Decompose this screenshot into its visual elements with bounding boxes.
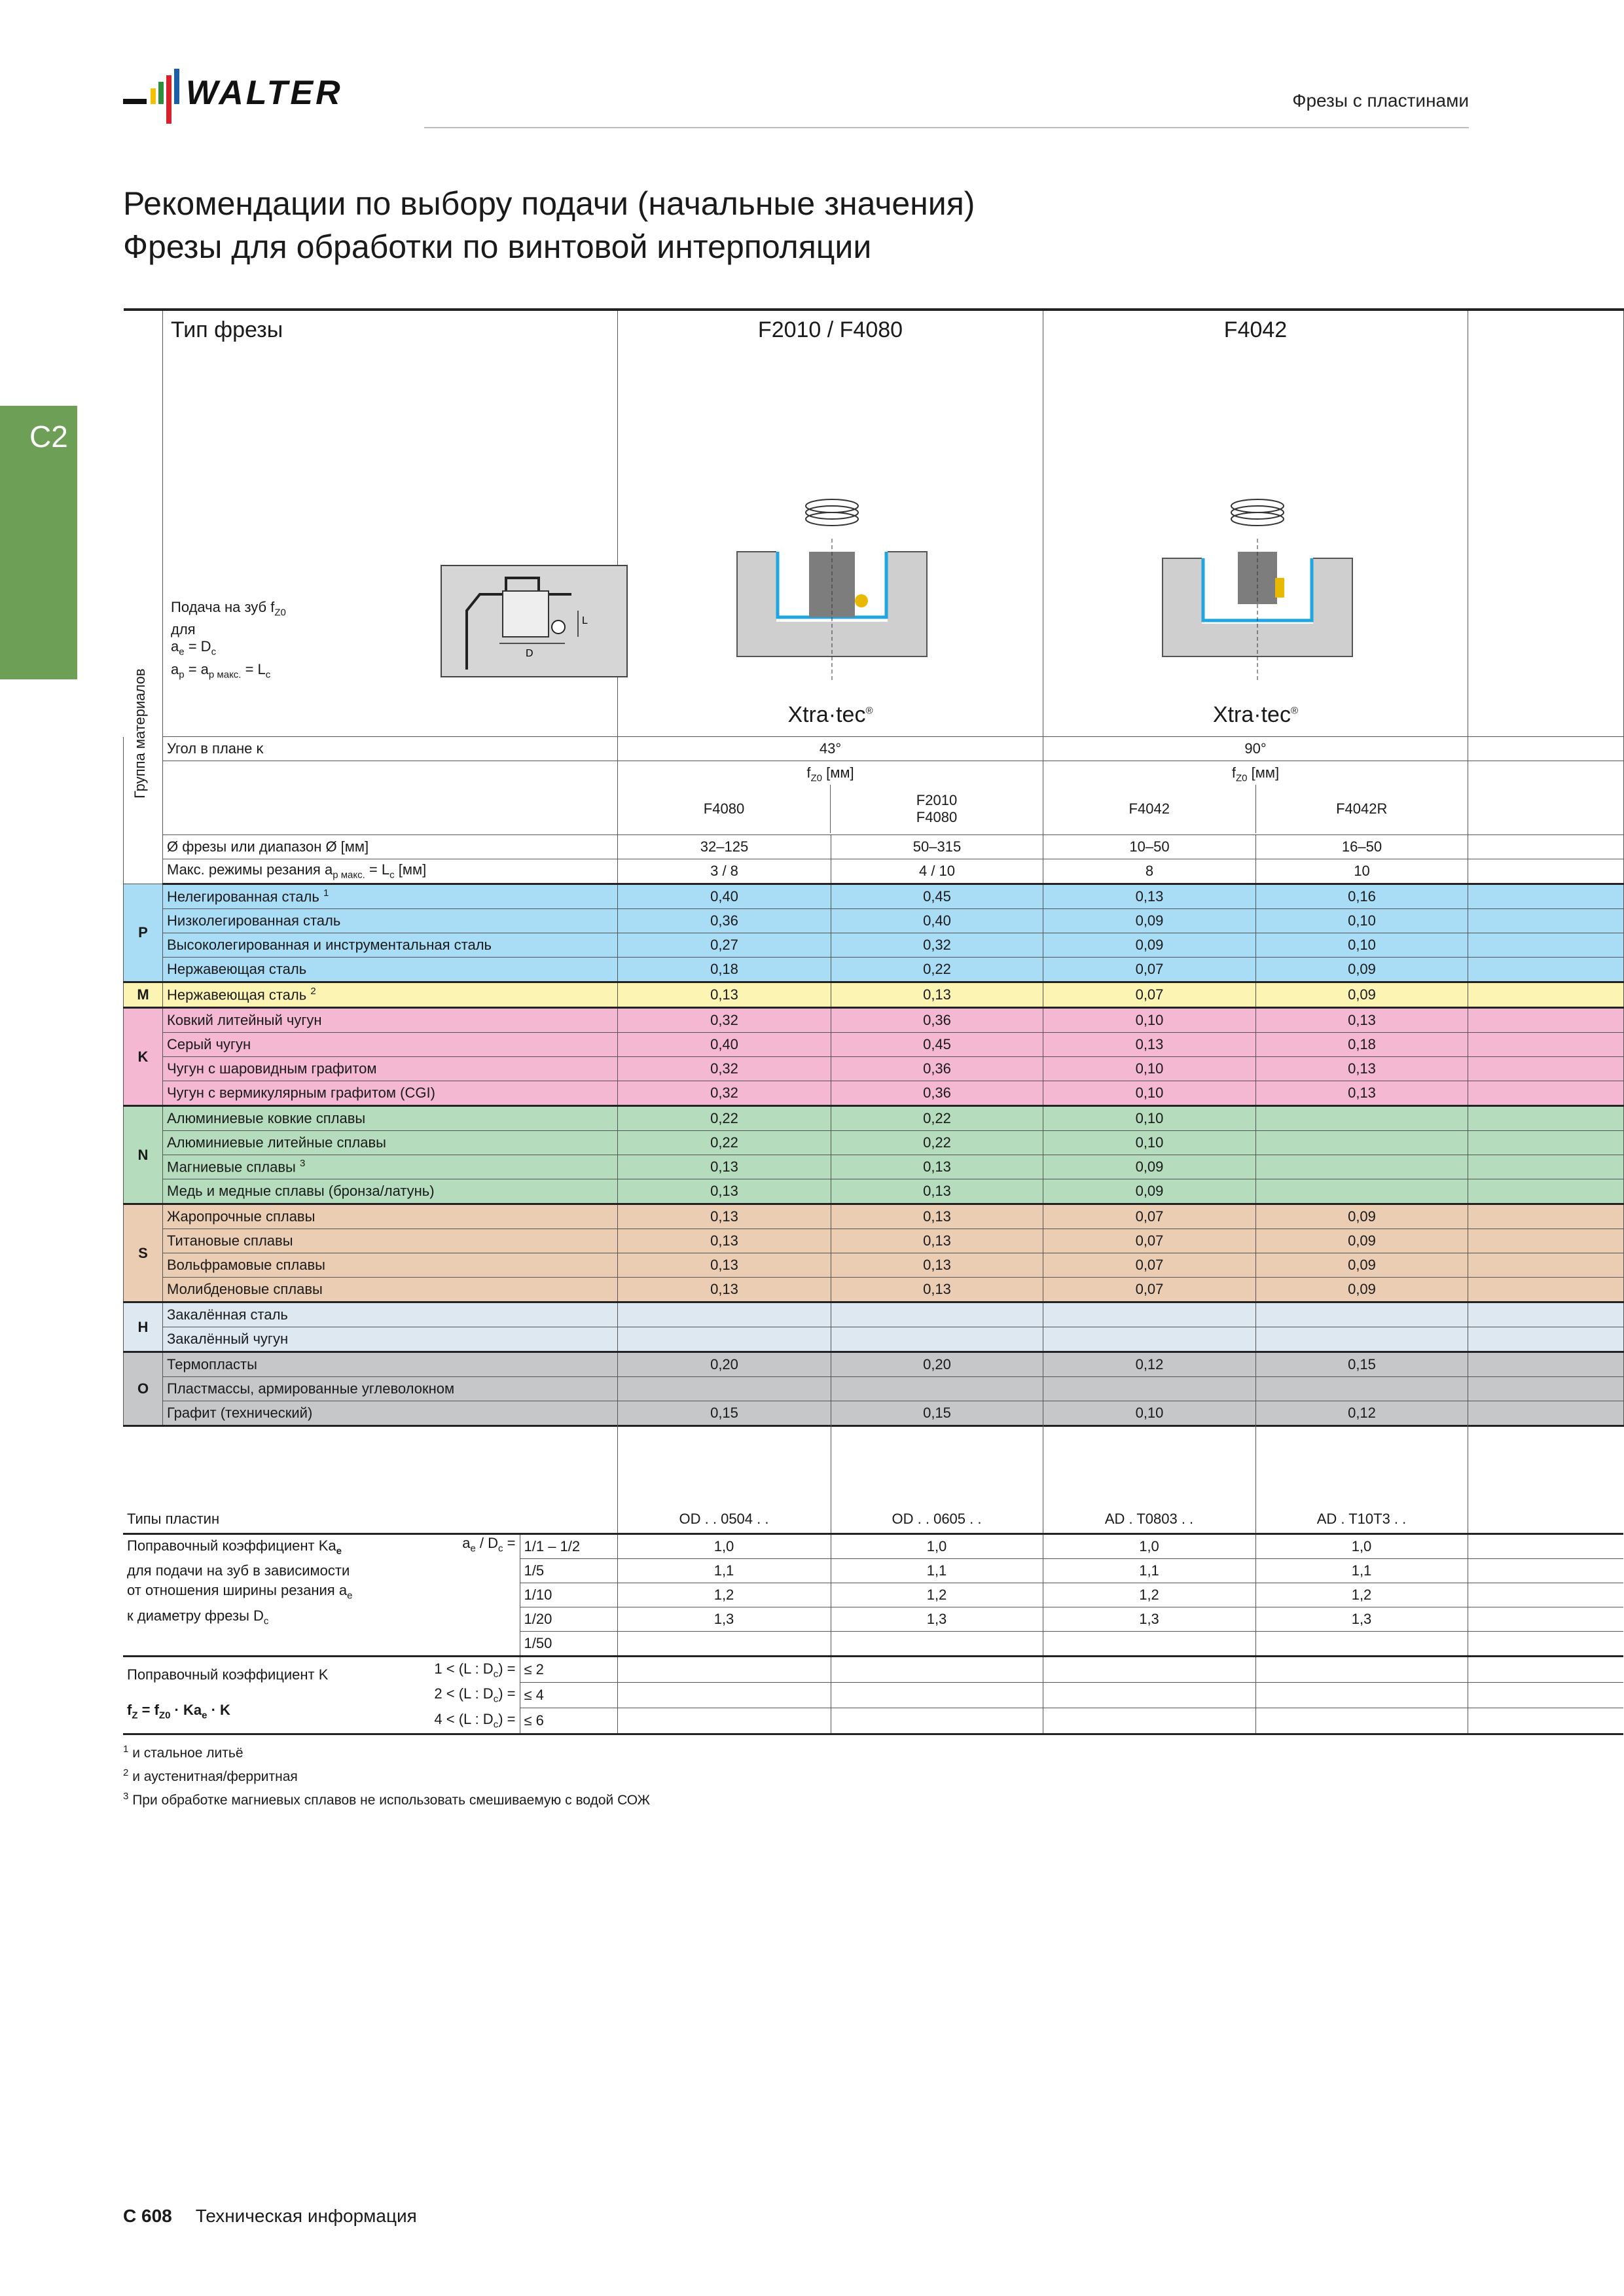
feed-value: 0,13 bbox=[1043, 1033, 1256, 1057]
max-cut-value: 3 / 8 bbox=[618, 859, 831, 884]
feed-value: 0,09 bbox=[1043, 933, 1256, 958]
feed-value: 0,18 bbox=[1256, 1033, 1468, 1057]
cutter-type-label: Тип фрезы bbox=[171, 317, 283, 342]
material-label: Нержавеющая сталь bbox=[163, 958, 618, 982]
material-label: Чугун с шаровидным графитом bbox=[163, 1057, 618, 1081]
material-row bbox=[124, 982, 1624, 1008]
feed-value: 0,09 bbox=[1256, 1253, 1468, 1278]
ka-ratio: 1/50 bbox=[520, 1632, 617, 1657]
max-cut-value: 4 / 10 bbox=[831, 859, 1043, 884]
ka-value: 1,0 bbox=[1255, 1534, 1468, 1559]
material-label: Медь и медные сплавы (бронза/латунь) bbox=[163, 1179, 618, 1204]
feed-value bbox=[1256, 1155, 1468, 1179]
helical-cutter-image-1 bbox=[737, 486, 927, 689]
feed-value: 0,13 bbox=[831, 1278, 1043, 1302]
footer-section: Техническая информация bbox=[195, 2206, 417, 2226]
ka-value: 1,1 bbox=[617, 1559, 831, 1583]
ka-value bbox=[1255, 1632, 1468, 1657]
feed-value: 0,07 bbox=[1043, 958, 1256, 982]
material-row bbox=[124, 1253, 1624, 1278]
insert-type: OD . . 0504 . . bbox=[617, 1419, 831, 1534]
chapter-tab[interactable] bbox=[0, 406, 77, 679]
diameter-value: 50–315 bbox=[831, 835, 1043, 859]
material-row bbox=[124, 1302, 1624, 1327]
feed-value: 0,13 bbox=[831, 1229, 1043, 1253]
material-label: Молибденовые сплавы bbox=[163, 1278, 618, 1302]
ka-value: 1,2 bbox=[1255, 1583, 1468, 1607]
logo-wordmark: WALTER bbox=[186, 74, 343, 112]
chapter-tab-label: C2 bbox=[29, 420, 68, 454]
material-group-code: P bbox=[124, 884, 163, 982]
feed-value: 0,13 bbox=[618, 982, 831, 1008]
feed-value: 0,10 bbox=[1043, 1106, 1256, 1131]
feed-value: 0,13 bbox=[618, 1155, 831, 1179]
material-row bbox=[124, 1081, 1624, 1106]
material-label: Высоколегированная и инструментальная сталь bbox=[163, 933, 618, 958]
ka-value: 1,0 bbox=[831, 1534, 1043, 1559]
material-row bbox=[124, 1106, 1624, 1131]
material-label: Алюминиевые литейные сплавы bbox=[163, 1131, 618, 1155]
ka-ratio: 1/20 bbox=[520, 1607, 617, 1632]
feed-value: 0,40 bbox=[618, 884, 831, 909]
material-row bbox=[124, 1204, 1624, 1229]
ka-value: 1,1 bbox=[831, 1559, 1043, 1583]
k-row bbox=[123, 1657, 1623, 1683]
feed-value: 0,36 bbox=[618, 909, 831, 933]
insert-types-label: Типы пластин bbox=[123, 1419, 617, 1534]
feed-value: 0,10 bbox=[1043, 1401, 1256, 1426]
feed-value bbox=[618, 1327, 831, 1352]
insert-type: OD . . 0605 . . bbox=[831, 1419, 1043, 1534]
feed-value bbox=[1256, 1131, 1468, 1155]
feed-value: 0,36 bbox=[831, 1057, 1043, 1081]
feed-value: 0,22 bbox=[831, 958, 1043, 982]
material-label: Нелегированная сталь $^1$ bbox=[163, 884, 618, 909]
material-label: Графит (технический) bbox=[163, 1401, 618, 1426]
feed-value: 0,20 bbox=[618, 1352, 831, 1377]
material-group-code: S bbox=[124, 1204, 163, 1302]
walter-logo bbox=[123, 62, 398, 131]
subcols-f4042: $f_{Z0}$ [мм] F4042 F4042R bbox=[1043, 761, 1468, 835]
k-limit: ≤ 4 bbox=[520, 1683, 617, 1708]
k-limit: ≤ 2 bbox=[520, 1657, 617, 1683]
feed-value: 0,09 bbox=[1043, 1155, 1256, 1179]
feed-value: 0,13 bbox=[1256, 1057, 1468, 1081]
material-row bbox=[124, 1033, 1624, 1057]
ka-value: 1,3 bbox=[1255, 1607, 1468, 1632]
feed-value: 0,10 bbox=[1256, 933, 1468, 958]
material-group-code: K bbox=[124, 1008, 163, 1106]
feed-value: 0,10 bbox=[1043, 1057, 1256, 1081]
k-range: 4 < (L : $D_c$) = bbox=[411, 1708, 520, 1734]
footnote: $^3$ При обработке магниевых сплавов не использовать смешиваемую с водой СОЖ bbox=[123, 1791, 651, 1808]
k-description: Поправочный коэффициент K $f_Z = f_{Z0} \cdot Ka_e \cdot K$ bbox=[123, 1657, 411, 1734]
feed-value: 0,13 bbox=[618, 1179, 831, 1204]
feed-value: 0,07 bbox=[1043, 1278, 1256, 1302]
material-row bbox=[124, 1327, 1624, 1352]
feed-value: 0,13 bbox=[618, 1253, 831, 1278]
page-title bbox=[123, 182, 975, 268]
feed-value bbox=[831, 1377, 1043, 1401]
material-group-label: Группа материалов bbox=[132, 668, 148, 798]
ka-description: Поправочный коэффициент $Ka_e$ для подачи на зуб в зависимости от отношения ширины резания $a_e$ к диаметру фрезы $D_c$ bbox=[123, 1534, 411, 1657]
angle-value-1: 43° bbox=[618, 737, 1043, 761]
feed-value: 0,15 bbox=[831, 1401, 1043, 1426]
material-row bbox=[124, 1377, 1624, 1401]
feed-value: 0,12 bbox=[1043, 1352, 1256, 1377]
feed-value: 0,22 bbox=[618, 1106, 831, 1131]
material-label: Серый чугун bbox=[163, 1033, 618, 1057]
max-cut-value: 8 bbox=[1043, 859, 1256, 884]
feed-value bbox=[831, 1302, 1043, 1327]
material-group-code: H bbox=[124, 1302, 163, 1352]
feed-value: 0,32 bbox=[618, 1057, 831, 1081]
footnote: $^2$ и аустенитная/ферритная bbox=[123, 1767, 298, 1784]
ka-value: 1,2 bbox=[617, 1583, 831, 1607]
milling-geometry-diagram bbox=[441, 565, 628, 677]
feed-value: 0,40 bbox=[831, 909, 1043, 933]
material-row bbox=[124, 958, 1624, 982]
feed-value bbox=[1043, 1302, 1256, 1327]
xtratec-mark-2: Xtra·tec® bbox=[1212, 702, 1299, 727]
ka-ratio: 1/1 – 1/2 bbox=[520, 1534, 617, 1559]
feed-value bbox=[1256, 1302, 1468, 1327]
xtratec-mark-1: Xtra·tec® bbox=[787, 702, 873, 727]
subcols-f2010: $f_{Z0}$ [мм] F4080 F2010 F4080 bbox=[618, 761, 1043, 835]
ka-value: 1,3 bbox=[831, 1607, 1043, 1632]
feed-value: 0,13 bbox=[1256, 1081, 1468, 1106]
k-limit: ≤ 6 bbox=[520, 1708, 617, 1734]
feed-value: 0,13 bbox=[831, 1179, 1043, 1204]
feed-value: 0,09 bbox=[1256, 958, 1468, 982]
feed-value: 0,45 bbox=[831, 1033, 1043, 1057]
feed-value: 0,36 bbox=[831, 1008, 1043, 1033]
material-group-code: M bbox=[124, 982, 163, 1008]
page-footer bbox=[123, 2206, 417, 2227]
feed-value: 0,13 bbox=[1043, 884, 1256, 909]
material-label: Вольфрамовые сплавы bbox=[163, 1253, 618, 1278]
feed-value: 0,13 bbox=[1256, 1008, 1468, 1033]
feed-value: 0,09 bbox=[1256, 982, 1468, 1008]
diagram-label-lc: L bbox=[582, 615, 588, 626]
diameter-label: Ø фрезы или диапазон Ø [мм] bbox=[163, 835, 618, 859]
max-cut-label: Макс. режимы резания $a_{p макс.} = L_c$ [мм] bbox=[163, 859, 618, 884]
ka-value: 1,1 bbox=[1043, 1559, 1255, 1583]
subcol-f4042: F4042 bbox=[1043, 785, 1256, 833]
feed-value: 0,18 bbox=[618, 958, 831, 982]
subcol-f2010-f4080: F2010 F4080 bbox=[916, 792, 958, 825]
material-label: Пластмассы, армированные углеволокном bbox=[163, 1377, 618, 1401]
feed-value: 0,20 bbox=[831, 1352, 1043, 1377]
ka-value: 1,3 bbox=[1043, 1607, 1255, 1632]
material-label: Закалённый чугун bbox=[163, 1327, 618, 1352]
k-range: 2 < (L : $D_c$) = bbox=[434, 1685, 516, 1705]
material-label: Закалённая сталь bbox=[163, 1302, 618, 1327]
max-cut-value: 10 bbox=[1256, 859, 1468, 884]
feed-value: 0,10 bbox=[1043, 1008, 1256, 1033]
ka-value: 1,0 bbox=[1043, 1534, 1255, 1559]
feed-value: 0,07 bbox=[1043, 1204, 1256, 1229]
header-section-title: Фрезы с пластинами bbox=[1292, 90, 1469, 111]
feed-value: 0,22 bbox=[618, 1131, 831, 1155]
material-group-code: O bbox=[124, 1352, 163, 1426]
material-label: Низколегированная сталь bbox=[163, 909, 618, 933]
feed-value: 0,22 bbox=[831, 1131, 1043, 1155]
feed-value: 0,27 bbox=[618, 933, 831, 958]
feed-value bbox=[618, 1302, 831, 1327]
family-f4042: F4042 bbox=[1223, 317, 1288, 342]
material-row bbox=[124, 1179, 1624, 1204]
feed-value: 0,09 bbox=[1256, 1204, 1468, 1229]
feed-value: 0,13 bbox=[618, 1278, 831, 1302]
feed-value: 0,13 bbox=[831, 1253, 1043, 1278]
feed-value: 0,10 bbox=[1043, 1131, 1256, 1155]
feed-value bbox=[1256, 1377, 1468, 1401]
insert-type: AD . T10T3 . . bbox=[1255, 1419, 1468, 1534]
feed-value: 0,45 bbox=[831, 884, 1043, 909]
ka-ratio: 1/5 bbox=[520, 1559, 617, 1583]
footnote: $^1$ и стальное литьё bbox=[123, 1744, 244, 1761]
title-line-2: Фрезы для обработки по винтовой интерполяции bbox=[123, 228, 872, 265]
family-f2010: F2010 / F4080 bbox=[757, 317, 903, 342]
feed-value: 0,32 bbox=[618, 1081, 831, 1106]
material-group-code: N bbox=[124, 1106, 163, 1204]
material-label: Ковкий литейный чугун bbox=[163, 1008, 618, 1033]
material-row bbox=[124, 933, 1624, 958]
material-row bbox=[124, 1008, 1624, 1033]
material-label: Магниевые сплавы $^3$ bbox=[163, 1155, 618, 1179]
feed-value: 0,15 bbox=[1256, 1352, 1468, 1377]
material-label: Термопласты bbox=[163, 1352, 618, 1377]
subcol-f4080: F4080 bbox=[618, 785, 831, 833]
feed-value: 0,36 bbox=[831, 1081, 1043, 1106]
feed-value: 0,16 bbox=[1256, 884, 1468, 909]
feed-value: 0,13 bbox=[618, 1229, 831, 1253]
feed-value: 0,09 bbox=[1043, 1179, 1256, 1204]
feed-value: 0,13 bbox=[831, 1204, 1043, 1229]
material-label: Нержавеющая сталь $^2$ bbox=[163, 982, 618, 1008]
ka-value: 1,3 bbox=[617, 1607, 831, 1632]
diameter-value: 16–50 bbox=[1256, 835, 1468, 859]
feed-value: 0,09 bbox=[1043, 909, 1256, 933]
feed-value: 0,15 bbox=[618, 1401, 831, 1426]
feed-value: 0,13 bbox=[831, 982, 1043, 1008]
feed-value bbox=[1043, 1377, 1256, 1401]
feed-value: 0,07 bbox=[1043, 982, 1256, 1008]
ka-value bbox=[831, 1632, 1043, 1657]
angle-value-2: 90° bbox=[1043, 737, 1468, 761]
k-range: 1 < (L : $D_c$) = bbox=[434, 1660, 516, 1680]
feed-value: 0,13 bbox=[831, 1155, 1043, 1179]
correction-section bbox=[123, 1419, 1623, 1735]
material-row bbox=[124, 1229, 1624, 1253]
feed-value: 0,09 bbox=[1256, 1278, 1468, 1302]
angle-label: Угол в плане κ bbox=[163, 737, 618, 761]
material-label: Алюминиевые ковкие сплавы bbox=[163, 1106, 618, 1131]
ka-value: 1,0 bbox=[617, 1534, 831, 1559]
header-rule bbox=[424, 127, 1469, 128]
feed-table bbox=[123, 308, 1623, 1427]
feed-value bbox=[1256, 1106, 1468, 1131]
feed-value bbox=[618, 1377, 831, 1401]
material-row bbox=[124, 1131, 1624, 1155]
ka-ratio: 1/10 bbox=[520, 1583, 617, 1607]
feed-value bbox=[1043, 1327, 1256, 1352]
material-label: Чугун с вермикулярным графитом (CGI) bbox=[163, 1081, 618, 1106]
ka-value: 1,2 bbox=[1043, 1583, 1255, 1607]
ka-value: 1,1 bbox=[1255, 1559, 1468, 1583]
material-row bbox=[124, 1278, 1624, 1302]
subcol-f4042r: F4042R bbox=[1336, 800, 1388, 817]
footnotes bbox=[123, 1740, 650, 1810]
feed-value: 0,09 bbox=[1256, 1229, 1468, 1253]
feed-value: 0,07 bbox=[1043, 1229, 1256, 1253]
feed-value bbox=[831, 1327, 1043, 1352]
ka-value bbox=[617, 1632, 831, 1657]
feed-value: 0,40 bbox=[618, 1033, 831, 1057]
page-number: C 608 bbox=[123, 2206, 172, 2226]
feed-value: 0,32 bbox=[618, 1008, 831, 1033]
material-row bbox=[124, 884, 1624, 909]
feed-value: 0,32 bbox=[831, 933, 1043, 958]
material-row bbox=[124, 909, 1624, 933]
title-line-1: Рекомендации по выбору подачи (начальные значения) bbox=[123, 185, 975, 222]
material-row bbox=[124, 1057, 1624, 1081]
diagram-label-da: D bbox=[526, 648, 533, 659]
feed-value: 0,22 bbox=[831, 1106, 1043, 1131]
material-row bbox=[124, 1155, 1624, 1179]
ka-value bbox=[1043, 1632, 1255, 1657]
feed-value: 0,10 bbox=[1256, 909, 1468, 933]
material-row bbox=[124, 1352, 1624, 1377]
ka-value: 1,2 bbox=[831, 1583, 1043, 1607]
material-label: Жаропрочные сплавы bbox=[163, 1204, 618, 1229]
feed-value: 0,13 bbox=[618, 1204, 831, 1229]
feed-description: Подача на зуб $f_{Z0}$ для $a_e = D_c$ $a_p = a_{p макс.} = L_c$ bbox=[171, 599, 286, 681]
diameter-value: 32–125 bbox=[618, 835, 831, 859]
ka-ratio-label: $a_e / D_c$ = bbox=[411, 1534, 520, 1657]
material-label: Титановые сплавы bbox=[163, 1229, 618, 1253]
feed-value bbox=[1256, 1327, 1468, 1352]
feed-value: 0,07 bbox=[1043, 1253, 1256, 1278]
feed-value: 0,12 bbox=[1256, 1401, 1468, 1426]
feed-value bbox=[1256, 1179, 1468, 1204]
ka-row bbox=[123, 1534, 1623, 1559]
insert-type: AD . T0803 . . bbox=[1043, 1419, 1255, 1534]
helical-cutter-image-2 bbox=[1163, 486, 1352, 689]
feed-value: 0,10 bbox=[1043, 1081, 1256, 1106]
diameter-value: 10–50 bbox=[1043, 835, 1256, 859]
